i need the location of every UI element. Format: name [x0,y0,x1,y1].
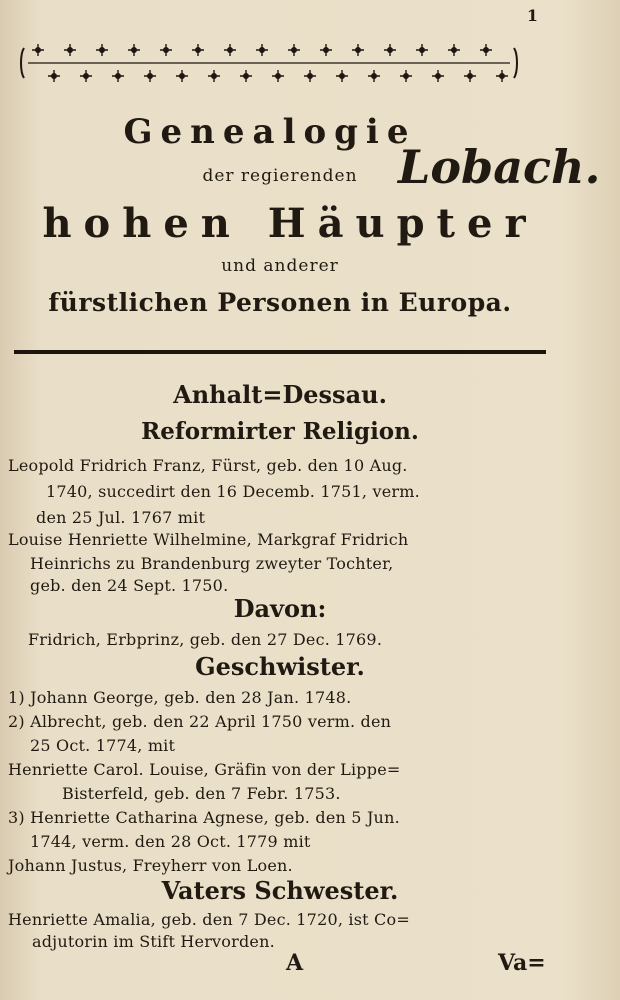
title-der-regierenden: der regierenden [202,166,358,186]
entry-line: Heinrichs zu Brandenburg zweyter Tochter, [30,554,394,573]
vaters-schwester-heading: Vaters Schwester. [161,876,399,905]
geschwister-line: 2) Albrecht, geb. den 22 April 1750 verm. den [8,712,392,731]
entry-line: Leopold Fridrich Franz, Fürst, geb. den 10 Aug. [8,456,408,475]
davon-heading: Davon: [233,594,327,623]
geschwister-line: 3) Henriette Catharina Agnese, geb. den 5 Jun. [8,808,400,827]
catchword: Va= [498,950,546,976]
entry-line: 1740, succedirt den 16 Decemb. 1751, verm. [46,482,420,501]
section-subheading: Reformirter Religion. [141,418,419,445]
decorative-border-ornament [18,40,520,86]
geschwister-line: 1744, verm. den 28 Oct. 1779 mit [30,832,311,851]
section-heading: Anhalt=Dessau. [173,380,387,409]
geschwister-line: Henriette Carol. Louise, Gräfin von der Lippe= [8,760,401,779]
entry-line: den 25 Jul. 1767 mit [36,508,206,527]
geschwister-heading: Geschwister. [195,652,365,681]
horizontal-rule [14,350,546,354]
entry-line: Louise Henriette Wilhelmine, Markgraf Fridrich [8,530,409,549]
geschwister-line: 25 Oct. 1774, mit [30,736,176,755]
title-genealogie: Genealogie [123,112,417,152]
title-hohen-haeupter: hohen Häupter [42,200,538,247]
title-und-anderer: und anderer [221,256,339,276]
signature-mark: A [286,950,304,976]
page-number: 1 [526,6,538,25]
vaters-line: Henriette Amalia, geb. den 7 Dec. 1720, ist Co= [8,910,410,929]
entry-line: geb. den 24 Sept. 1750. [30,576,229,595]
geschwister-line: Bisterfeld, geb. den 7 Febr. 1753. [62,784,341,803]
title-fuerstlichen-personen: fürstlichen Personen in Europa. [48,288,512,317]
library-stamp: Lobach. [398,140,601,194]
geschwister-line: Johann Justus, Freyherr von Loen. [8,856,293,875]
vaters-line: adjutorin im Stift Hervorden. [32,932,275,951]
davon-line: Fridrich, Erbprinz, geb. den 27 Dec. 1769. [28,630,383,649]
geschwister-line: 1) Johann George, geb. den 28 Jan. 1748. [8,688,352,707]
